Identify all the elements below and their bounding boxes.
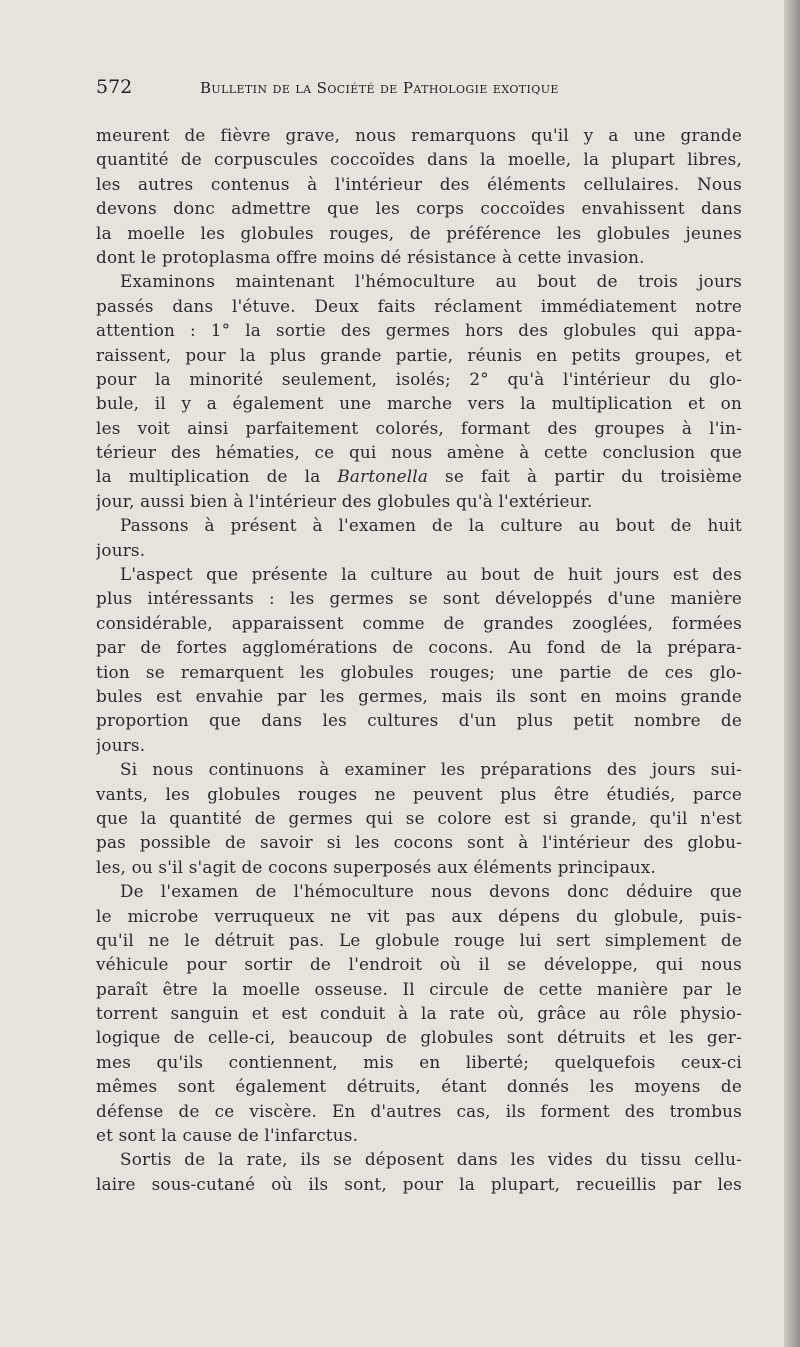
text-line: Si nous continuons à examiner les préparations des jours sui- [120,759,742,780]
text-line: véhicule pour sortir de l'endroit où il se développe, qui nous [96,954,742,975]
text-line: devons donc admettre que les corps coccoïdes envahissent dans [96,198,742,219]
text-line: logique de celle-ci, beaucoup de globules sont détruits et les ger- [96,1027,742,1048]
page-header [96,76,742,104]
text-line: De l'examen de l'hémoculture nous devons donc déduire que [120,881,742,902]
text-line: pour la minorité seulement, isolés; 2° qu'à l'intérieur du glo- [96,368,742,389]
text-line: jours. [96,539,146,560]
text-line: raissent, pour la plus grande partie, réunis en petits groupes, et [96,344,742,365]
text-line: proportion que dans les cultures d'un plus petit nombre de [96,710,742,731]
text-line: attention : 1° la sortie des germes hors des globules qui appa- [96,320,742,341]
text-line: pas possible de savoir si les cocons sont à l'intérieur des globu- [96,832,742,853]
text-line: paraît être la moelle osseuse. Il circule de cette manière par le [96,978,742,999]
text-line: les autres contenus à l'intérieur des éléments cellulaires. Nous [96,173,742,194]
text-line: vants, les globules rouges ne peuvent plus être étudiés, parce [96,783,742,804]
text-line: Passons à présent à l'examen de la culture au bout de huit [120,515,742,536]
text-line: passés dans l'étuve. Deux faits réclament immédiatement notre [96,295,742,316]
text-line: et sont la cause de l'infarctus. [96,1125,359,1146]
text-line: laire sous-cutané où ils sont, pour la plupart, recueillis par les [96,1173,742,1194]
text-line: mêmes sont également détruits, étant donnés les moyens de [96,1076,742,1097]
text-line: le microbe verruqueux ne vit pas aux dépens du globule, puis- [96,905,742,926]
text-line: meurent de fièvre grave, nous remarquons qu'il y a une grande [96,125,742,145]
text-line: défense de ce viscère. En d'autres cas, ils forment des trombus [96,1100,742,1121]
text-line: quantité de corpuscules coccoïdes dans la moelle, la plupart libres, [96,149,742,170]
page-edge-shadow [784,0,800,1347]
text-line: la multiplication de la Bartonella se fait à partir du troisième [96,466,742,487]
text-line: qu'il ne le détruit pas. Le globule rouge lui sert simplement de [96,929,742,950]
text-line: Sortis de la rate, ils se déposent dans les vides du tissu cellu- [120,1149,742,1170]
text-line: les voit ainsi parfaitement colorés, formant des groupes à l'in- [96,417,742,438]
text-line: torrent sanguin et est conduit à la rate où, grâce au rôle physio- [96,1003,742,1024]
text-line: tion se remarquent les globules rouges; une partie de ces glo- [96,661,742,682]
running-title: Bulletin de la Société de Pathologie exotique [200,79,559,97]
italic-term: Bartonella [337,466,429,487]
text-line: les, ou s'il s'agit de cocons superposés aux éléments principaux. [96,856,656,877]
body-text [96,123,742,1196]
text-line: que la quantité de germes qui se colore est si grande, qu'il n'est [96,807,742,828]
text-line: bules est envahie par les germes, mais ils sont en moins grande [96,685,742,706]
text-line: dont le protoplasma offre moins dé résistance à cette invasion. [96,246,645,267]
text-line: jour, aussi bien à l'intérieur des globules qu'à l'extérieur. [96,490,593,511]
text-line: bule, il y a également une marche vers la multiplication et on [96,393,742,414]
text-line: la moelle les globules rouges, de préférence les globules jeunes [96,222,742,243]
text-line: jours. [96,734,146,755]
text-line: plus intéressants : les germes se sont développés d'une manière [96,588,742,609]
text-line: par de fortes agglomérations de cocons. Au fond de la prépara- [96,637,742,658]
page-number: 572 [96,76,133,98]
text-line: considérable, apparaissent comme de grandes zooglées, formées [96,612,742,633]
text-line: térieur des hématies, ce qui nous amène à cette conclusion que [96,442,742,463]
text-line: Examinons maintenant l'hémoculture au bout de trois jours [120,271,742,292]
text-line: L'aspect que présente la culture au bout de huit jours est des [120,564,742,585]
text-line: mes qu'ils contiennent, mis en liberté; quelquefois ceux-ci [96,1051,742,1072]
